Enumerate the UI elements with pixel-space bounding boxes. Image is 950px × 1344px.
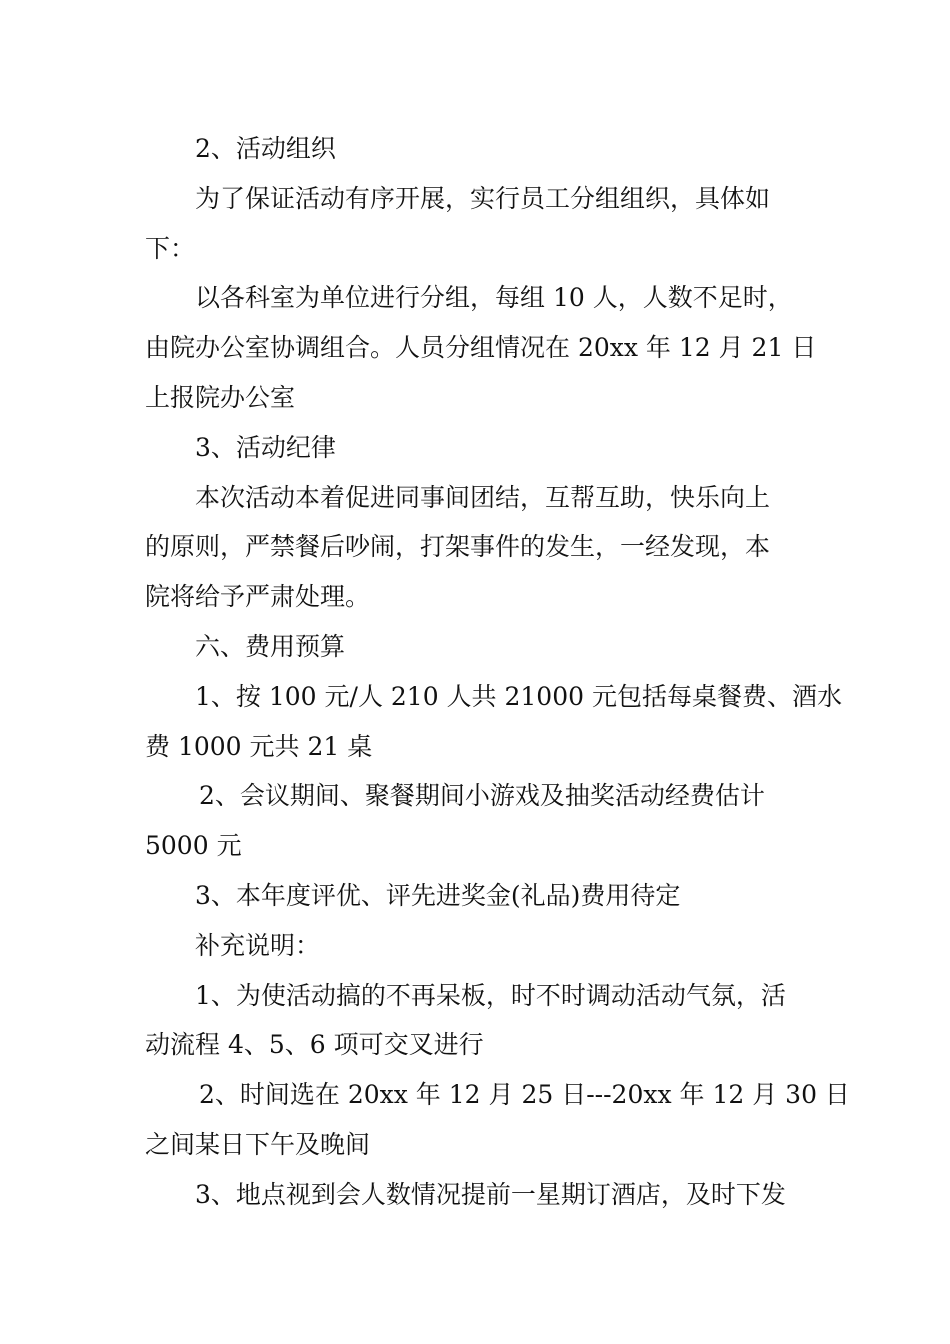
paragraph-budget-item-2	[145, 771, 807, 871]
text-line: 3、活动纪律	[195, 432, 336, 462]
text-line: 的原则，严禁餐后吵闹，打架事件的发生，一经发现，本	[145, 532, 771, 562]
text-line: 以各科室为单位进行分组，每组 10 人，人数不足时，	[195, 283, 793, 313]
paragraph-supplement-item-3	[145, 1170, 807, 1220]
paragraph-activity-organization-heading	[145, 124, 807, 174]
text-line: 2、会议期间、聚餐期间小游戏及抽奖活动经费估计	[199, 781, 765, 811]
text-line: 3、本年度评优、评先进奖金(礼品)费用待定	[195, 880, 681, 910]
text-line: 由院办公室协调组合。人员分组情况在 20xx 年 12 月 21 日	[145, 333, 817, 363]
text-line: 之间某日下午及晚间	[145, 1129, 371, 1159]
text-line: 本次活动本着促进同事间团结，互帮互助，快乐向上	[195, 482, 771, 512]
paragraph-supplement-item-1	[145, 971, 807, 1071]
paragraph-budget-item-3	[145, 871, 807, 921]
text-line: 动流程 4、5、6 项可交叉进行	[145, 1030, 484, 1060]
paragraph-grouping-details	[145, 273, 817, 422]
text-line: 3、地点视到会人数情况提前一星期订酒店，及时下发	[195, 1179, 786, 1209]
paragraph-budget-item-1	[145, 672, 842, 772]
paragraph-activity-discipline-heading	[145, 423, 807, 473]
text-line: 1、为使活动搞的不再呆板，时不时调动活动气氛，活	[195, 980, 786, 1010]
text-line: 2、时间选在 20xx 年 12 月 25 日---20xx 年 12 月 30 日	[199, 1080, 850, 1110]
text-line: 下：	[145, 233, 196, 263]
paragraph-discipline-details	[145, 473, 807, 622]
text-line: 补充说明：	[195, 930, 321, 960]
paragraph-grouping-intro	[145, 174, 807, 274]
text-line: 费 1000 元共 21 桌	[145, 731, 373, 761]
paragraph-supplement-heading	[145, 921, 807, 971]
text-line: 为了保证活动有序开展，实行员工分组组织，具体如	[195, 183, 771, 213]
text-line: 2、活动组织	[195, 134, 336, 163]
text-line: 5000 元	[145, 831, 242, 861]
paragraph-supplement-item-2	[145, 1070, 850, 1170]
document-body	[145, 124, 850, 1220]
text-line: 1、按 100 元/人 210 人共 21000 元包括每桌餐费、酒水	[195, 681, 842, 711]
text-line: 上报院办公室	[145, 382, 296, 412]
text-line: 院将给予严肃处理。	[145, 582, 371, 612]
paragraph-budget-heading	[145, 622, 807, 672]
text-line: 六、费用预算	[195, 631, 346, 661]
